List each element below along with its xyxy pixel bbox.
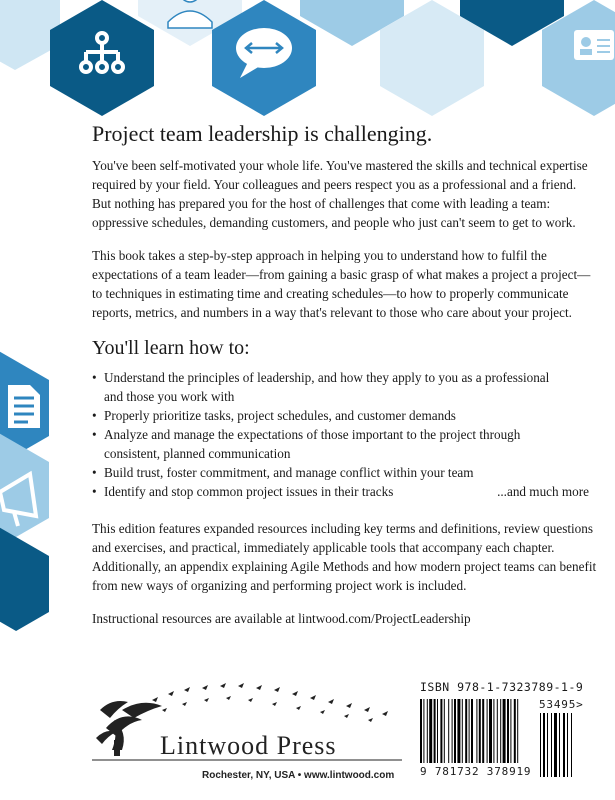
hexagon-tile xyxy=(0,526,49,642)
barcode-bar xyxy=(563,713,565,777)
barcode-bar xyxy=(507,699,509,763)
barcode-bar xyxy=(457,699,460,763)
barcode-bar xyxy=(448,699,449,763)
intro-paragraph: This book takes a step-by-step approach in helping you to understand how to fulfil the expectations of a team leader—from gaining a basic grasp of what makes a project a project—to techniques in estimating time and creating schedules—to how to properly communicate reports, metrics, and numbers in a way that's relevant to those who care about your project. xyxy=(92,248,591,320)
barcode-bar xyxy=(514,699,516,763)
publisher-logo xyxy=(92,680,412,790)
back-cover-text xyxy=(92,120,597,642)
learn-heading: You'll learn how to: xyxy=(92,337,250,359)
barcode-bar xyxy=(476,699,477,763)
list-item: • Properly prioritize tasks, project schedules, and customer demands xyxy=(92,406,597,425)
resources-line: Instructional resources are available at lintwood.com/ProjectLeadership xyxy=(92,611,471,626)
barcode-bar xyxy=(559,713,560,777)
barcode-bar xyxy=(540,713,541,777)
barcode-bar xyxy=(571,713,572,777)
isbn-label: ISBN 978-1-7323789-1-9 xyxy=(420,680,584,694)
edition-paragraph: This edition features expanded resources including key terms and definitions, review questions and exercises, and practical, immediately applicable tools that accompany each chapter. Additionally, an appendix explaining Agile Methods and how modern project teams can benefit from new ways of organizing and performing project work is included. xyxy=(92,521,597,593)
barcode-bar xyxy=(503,699,506,763)
barcode xyxy=(414,697,596,781)
publisher-address: Rochester, NY, USA • www.lintwood.com xyxy=(202,770,395,781)
barcode-bar xyxy=(423,699,424,763)
barcode-bar xyxy=(462,699,463,763)
barcode-bar xyxy=(551,713,552,777)
learn-list xyxy=(92,368,597,501)
page-title: Project team leadership is challenging. xyxy=(92,121,433,146)
barcode-bar xyxy=(497,699,498,763)
barcode-bar xyxy=(427,699,428,763)
barcode-bar xyxy=(454,699,456,763)
barcode-bar xyxy=(500,699,501,763)
barcode-bar xyxy=(437,699,438,763)
list-item: • Analyze and manage the expectations of those important to the project through consistent, planned communication xyxy=(92,425,597,463)
barcode-bar xyxy=(493,699,494,763)
id-card-icon xyxy=(574,30,614,60)
barcode-number: 9 781732 378919 xyxy=(420,765,532,778)
hexagon-tile xyxy=(0,620,49,736)
barcode-bar xyxy=(517,699,518,763)
barcode-bar xyxy=(469,699,470,763)
barcode-bar xyxy=(543,713,545,777)
and-more-text: ...and much more xyxy=(497,484,589,499)
barcode-bar xyxy=(554,713,557,777)
barcode-bar xyxy=(434,699,436,763)
barcode-bar xyxy=(479,699,481,763)
barcode-bar xyxy=(465,699,467,763)
barcode-bar xyxy=(471,699,473,763)
hexagon-tile xyxy=(0,432,49,548)
footer xyxy=(92,680,602,795)
barcode-bar xyxy=(444,699,445,763)
barcode-bar xyxy=(567,713,568,777)
barcode-bar xyxy=(420,699,422,763)
list-item: • Understand the principles of leadership, and how they apply to you as a professional and those you work with xyxy=(92,368,597,406)
barcode-bar xyxy=(429,699,432,763)
price-code: 53495> xyxy=(539,698,584,711)
list-item: • Build trust, foster commitment, and manage conflict within your team xyxy=(92,463,597,482)
barcode-bar xyxy=(440,699,442,763)
publisher-name: Lintwood Press xyxy=(160,731,337,760)
barcode-bar xyxy=(510,699,511,763)
barcode-bar xyxy=(452,699,453,763)
barcode-bar xyxy=(547,713,548,777)
barcode-bar xyxy=(489,699,492,763)
barcode-bar xyxy=(487,699,488,763)
list-item: • Identify and stop common project issues in their tracks ...and much more xyxy=(92,482,597,501)
barcode-bar xyxy=(482,699,484,763)
intro-paragraph: You've been self-motivated your whole life. You've mastered the skills and technical expertise required by your field. Your colleagues and peers respect you as a professional and a friend. But nothing has prepared you for the host of challenges that come with leading a team: oppressive schedules, demanding customers, and people who just can't seem to get to work. xyxy=(92,158,588,230)
document-icon xyxy=(8,385,40,428)
